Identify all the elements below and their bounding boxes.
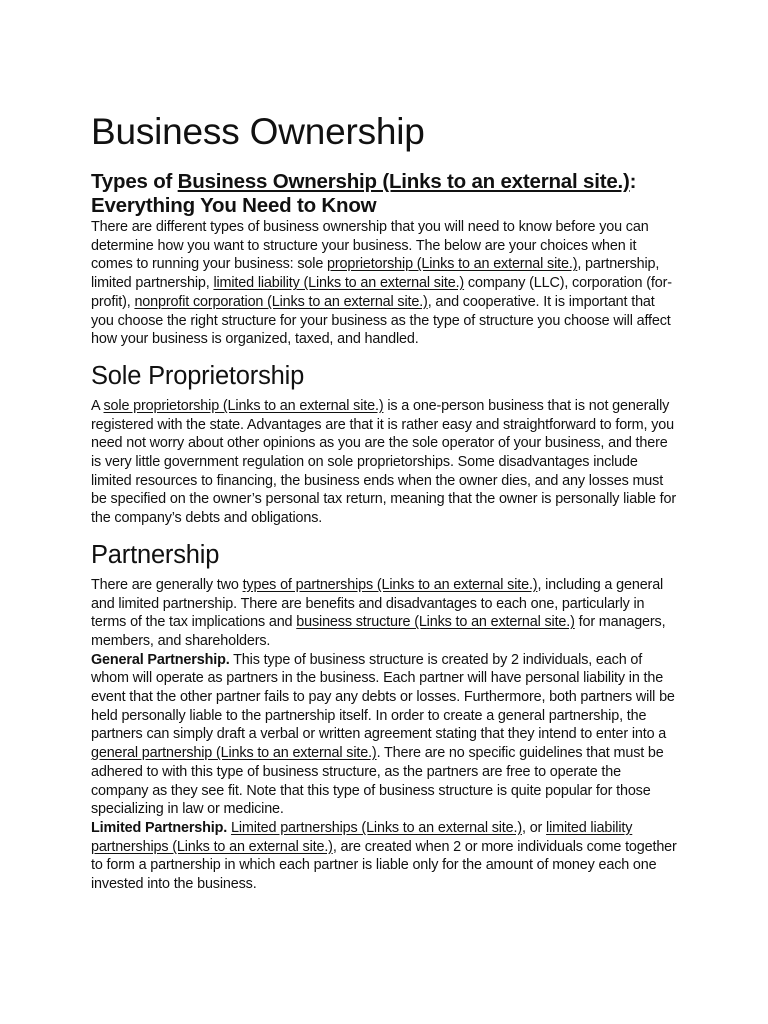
sole-proprietorship-paragraph (91, 397, 681, 528)
partnership-text-2: , including a general and limited partnership. There are benefits and disadvantages to each one, particularly in terms of the tax implications and (91, 576, 664, 631)
partnership-intro-paragraph (91, 576, 681, 651)
limited-liability-link[interactable]: limited liability (Links to an external site.) (213, 275, 465, 292)
subtitle-heading (91, 170, 681, 218)
sole-text-1: A (91, 397, 104, 414)
general-partnership-label: General Partnership. (91, 651, 230, 668)
general-partnership-text-1: This type of business structure is created by 2 individuals, each of whom will operate as partners in the business. Each partner will have personal liability in the event that the other partner fails to pay any debts or losses. Furthermore, both partners will be held personally liable to the partnership itself. In order to create a general partnership, the partners can simply draft a verbal or written agreement stating that they intend to enter into a (91, 651, 675, 743)
general-partnership-text-2: . There are no specific guidelines that must be adhered to with this type of business structure, as the partners are free to operate the company as they see fit. Note that this type of business structure is quite popular for those specializing in law or medicine. (91, 745, 664, 818)
sole-text-2: is a one-person business that is not generally registered with the state. Advantages are that it is rather easy and straightforward to form, you need not worry about other opinions as you are the sole operator of your business, and there is very little government regulation on sole proprietorships. Some disadvantages include limited resources to financing, the business ends when the owner dies, and any losses must be specified on the owner’s personal tax return, meaning that the owner is personally liable for the company’s debts and obligations. (91, 397, 677, 527)
general-partnership-link[interactable]: general partnership (Links to an external site.) (91, 745, 377, 762)
subtitle-prefix: Types of (91, 170, 178, 193)
proprietorship-link[interactable]: proprietorship (Links to an external site.) (327, 256, 578, 273)
business-structure-link[interactable]: business structure (Links to an external site.) (296, 614, 575, 631)
partnership-text-1: There are generally two (91, 576, 243, 593)
document-page (91, 108, 681, 894)
sole-proprietorship-heading: Sole Proprietorship (91, 361, 305, 390)
types-of-partnerships-link[interactable]: types of partnerships (Links to an external site.) (242, 576, 538, 593)
limited-partnership-text-2: , are created when 2 or more individuals come together to form a partnership in which each partner is liable only for the amount of money each one invested into the business. (91, 838, 677, 893)
intro-paragraph (91, 218, 681, 349)
limited-partnership-text-1: , or (522, 819, 547, 836)
business-ownership-link[interactable]: Business Ownership (Links to an external site.) (177, 170, 630, 193)
limited-partnership-label: Limited Partnership. (91, 819, 228, 836)
limited-liability-partnerships-link[interactable]: limited liability partnerships (Links to an external site.) (91, 819, 633, 855)
limited-partnerships-link[interactable]: Limited partnerships (Links to an external site.) (231, 819, 522, 836)
nonprofit-corporation-link[interactable]: nonprofit corporation (Links to an external site.) (134, 293, 428, 310)
intro-text-1: There are different types of business ownership that you will need to know before you can determine how you want to structure your business. The below are your choices when it comes to running your business: sole (91, 219, 649, 273)
subtitle-suffix: : Everything You Need to Know (91, 170, 637, 217)
partnership-heading: Partnership (91, 540, 220, 569)
page-title: Business Ownership (91, 111, 425, 152)
partnership-text-3: for managers, members, and shareholders. (91, 614, 666, 649)
general-partnership-paragraph (91, 651, 681, 819)
limited-partnership-paragraph (91, 819, 681, 894)
intro-text-3: company (LLC), corporation (for-profit), (91, 275, 672, 310)
intro-text-2: , partnership, limited partnership, (91, 256, 660, 292)
sole-proprietorship-link[interactable]: sole proprietorship (Links to an external site.) (103, 397, 384, 414)
intro-text-4: , and cooperative. It is important that you choose the right structure for your business as the type of structure you choose will affect how your business is organized, taxed, and handled. (91, 293, 671, 348)
